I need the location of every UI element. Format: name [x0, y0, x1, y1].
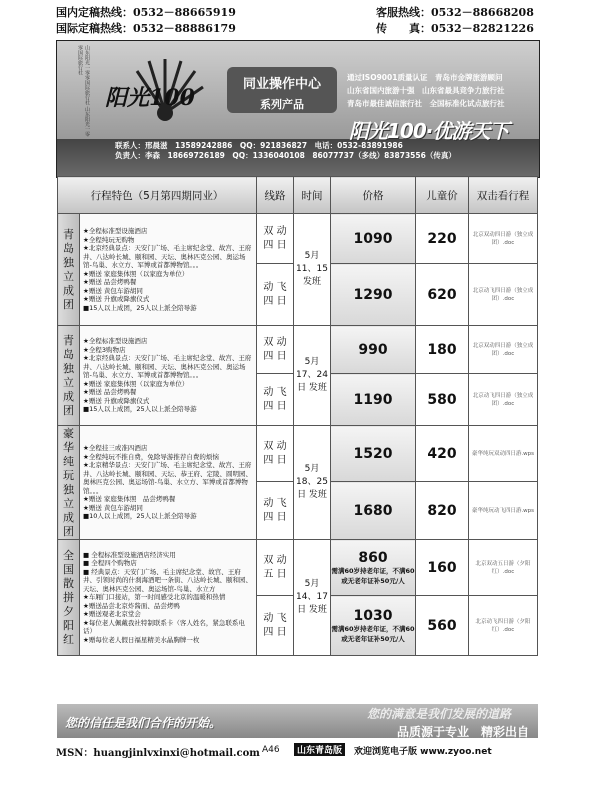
price-note: 需满60岁持老年证，不满60或无老年证补50元/人	[331, 624, 415, 643]
table-header-row	[58, 177, 538, 214]
route-cell: 动 飞 四 日	[257, 596, 294, 656]
ops-center-box	[227, 67, 337, 113]
msn-contact: MSN：huangjinlvxinxi@hotmail.com	[56, 748, 260, 759]
itinerary-file-link[interactable]: 北京双动五日游（夕阳红）.doc	[469, 540, 538, 596]
route-cell: 动 飞 四 日	[257, 374, 294, 426]
contact-line: 负责人：李森 18669726189 QQ：1336040108 86077737（多线）83873556（传真）	[115, 151, 456, 160]
price-cell: 1520	[331, 426, 416, 482]
route-cell: 双 动 四 日	[257, 426, 294, 482]
footer-slogan-banner	[57, 704, 538, 738]
cert-line: 通过ISO9001质量认证 青岛市金牌旅游顾问	[347, 73, 503, 82]
footer-slogan-left: 您的信任是我们合作的开始。	[65, 716, 222, 730]
price-cell	[331, 596, 416, 656]
header-route: 线路	[257, 177, 294, 214]
certifications	[347, 71, 505, 110]
departure-time: 5月 11、15 发班	[294, 214, 331, 326]
price-cell: 1090	[331, 214, 416, 264]
itinerary-file-link[interactable]: 豪华纯玩双动四日游.wps	[469, 426, 538, 482]
child-price-cell: 160	[416, 540, 469, 596]
price-cell: 990	[331, 326, 416, 374]
child-price-cell: 620	[416, 264, 469, 326]
agency-banner	[56, 40, 540, 178]
footer-slogan-right: 您的满意是我们发展的道路	[367, 707, 512, 721]
itinerary-file-link[interactable]: 北京动飞四日游（独立成团）.doc	[469, 264, 538, 326]
international-hotline: 国际定稿热线：0532－88886179	[56, 22, 236, 35]
child-price-cell: 580	[416, 374, 469, 426]
price-cell: 1190	[331, 374, 416, 426]
departure-time: 5月 17、24 日 发班	[294, 326, 331, 426]
group-features: ■ 全程标准型设施酒店经济实用 ■ 全程四个购物店 ■ 经典景点：天安门广场、毛主席纪念堂、故宫、王府井、引领时尚的什刹海酒吧一条街、八达岭长城、颐和园、天坛、奥林匹克公园、奥运场馆-鸟巢、水立方 ★车厢门口接站，第一时间感受北京的温暖和热情 ★赠送品尝北京炸酱面、品尝烤鸭 ★赠送观老北京堂会 ★每位老人佩戴我社特制联系卡（客人姓名，紧急联系电话） ★赠每位老人假日福星精美水晶胸牌一枚	[80, 540, 257, 656]
price-cell	[331, 540, 416, 596]
route-cell: 动 飞 四 日	[257, 482, 294, 540]
bottom-bar	[56, 744, 538, 758]
header-features: 行程特色（5月第四期同业）	[58, 177, 257, 214]
fax-number: 传 真：0532－82821226	[376, 22, 534, 35]
price-note: 需满60岁持老年证，不满60或无老年证补50元/人	[331, 566, 415, 585]
price-value: 1030	[353, 607, 393, 624]
header-child-price: 儿童价	[416, 177, 469, 214]
itinerary-file-link[interactable]: 北京双动四日游（独立成团）.doc	[469, 326, 538, 374]
child-price-cell: 220	[416, 214, 469, 264]
header-time: 时间	[294, 177, 331, 214]
domestic-hotline: 国内定稿热线：0532－88665919	[56, 6, 236, 19]
child-price-cell: 420	[416, 426, 469, 482]
website-link[interactable]: 欢迎浏览电子版 www.zyoo.net	[354, 747, 492, 757]
group-title: 全国散拼夕阳红	[58, 540, 80, 656]
group-title: 青岛独立成团	[58, 326, 80, 426]
header-itinerary: 双击看行程	[469, 177, 538, 214]
departure-time: 5月 18、25 日 发班	[294, 426, 331, 540]
table-row	[58, 326, 538, 374]
banner-slogan: 阳光100·优游天下	[349, 119, 509, 143]
hotlines-right	[376, 5, 534, 37]
group-features: ★全程标准型设施酒店 ★全程纯玩无购物 ★北京经典景点：天安门广场、毛主席纪念堂、故宫、王府井、八达岭长城、颐和园、天坛、奥林匹克公园、奥运场馆-鸟巢、水立方、军博或首都博物馆。。。 ★赠送 家庭集体照（以家庭为单位） ★赠送 品尝烤鸭餐 ★赠送 黄包车游胡同 ★赠送 升旗或降旗仪式 ■15人以上成团，25人以上派全陪导游	[80, 214, 257, 326]
cert-line: 青岛市最佳诚信旅行社 全国标准化试点旅行社	[347, 99, 505, 108]
route-cell: 双 动 四 日	[257, 214, 294, 264]
contact-line: 联系人：邢晨滋 13589242886 QQ：921836827 电话：0532-83891986	[115, 141, 403, 150]
service-hotline: 客服热线：0532－88668208	[376, 6, 534, 19]
group-features: ★全程标准型设施酒店 ★全程3购物店 ★北京经典景点：天安门广场、毛主席纪念堂、故宫、王府井、八达岭长城、颐和园、天坛、奥林匹克公园、奥运场馆-鸟巢、水立方、军博或首都博物馆。。。 ★赠送 家庭集体照（以家庭为单位） ★赠送 品尝烤鸭餐 ★赠送 升旗或降旗仪式 ■15人以上成团，25人以上派全陪导游	[80, 326, 257, 426]
price-value: 860	[358, 549, 388, 566]
ops-center-subtitle: 系列产品	[260, 98, 304, 111]
itinerary-file-link[interactable]: 北京动飞四日游（独立成团）.doc	[469, 374, 538, 426]
hotlines-left	[56, 5, 236, 37]
route-cell: 双 动 四 日	[257, 326, 294, 374]
route-cell: 动 飞 四 日	[257, 264, 294, 326]
child-price-cell: 820	[416, 482, 469, 540]
table-row	[58, 214, 538, 264]
edition-label: 山东青岛版	[294, 743, 345, 756]
ops-center-title: 同业操作中心	[242, 77, 321, 92]
group-title: 青岛独立成团	[58, 214, 80, 326]
child-price-cell: 180	[416, 326, 469, 374]
group-title: 豪华纯玩独立成团	[58, 426, 80, 540]
route-cell: 双 动 五 日	[257, 540, 294, 596]
departure-time: 5月 14、17 日 发班	[294, 540, 331, 656]
itinerary-file-link[interactable]: 北京动飞四日游（夕阳红）.doc	[469, 596, 538, 656]
header-price: 价格	[331, 177, 416, 214]
contact-info	[115, 141, 456, 161]
price-cell: 1680	[331, 482, 416, 540]
agency-logo	[95, 51, 205, 121]
price-cell: 1290	[331, 264, 416, 326]
banner-side-text: 山东阳光一零零国际旅行社 山东阳光一零零国际旅行社	[77, 45, 90, 137]
page-number: A46	[262, 745, 280, 755]
logo-text: 阳光100	[105, 85, 195, 111]
table-row	[58, 426, 538, 482]
child-price-cell: 560	[416, 596, 469, 656]
group-features: ★全程挂三或准四酒店 ★全程纯玩不推自费，免除导游推荐自费的烦恼 ★北京精华景点：天安门广场、毛主席纪念堂、故宫、王府井、八达岭长城、颐和园、天坛、恭王府、定陵、圆明园、奥林匹克公园、奥运场馆-鸟巢、水立方、军博或首都博物馆。。。 ★赠送 家庭集体照 品尝烤鸭餐 ★赠送 黄包车游胡同 ■10人以上成团，25人以上派全陪导游	[80, 426, 257, 540]
itinerary-file-link[interactable]: 北京双动四日游（独立成团）.doc	[469, 214, 538, 264]
cert-line: 山东省国内旅游十强 山东省最具竞争力旅行社	[347, 86, 505, 95]
footer-slogan-quality: 品质源于专业 精彩出自	[397, 725, 530, 738]
table-row	[58, 540, 538, 596]
tour-price-table	[57, 176, 538, 656]
itinerary-file-link[interactable]: 豪华纯玩动飞四日游.wps	[469, 482, 538, 540]
